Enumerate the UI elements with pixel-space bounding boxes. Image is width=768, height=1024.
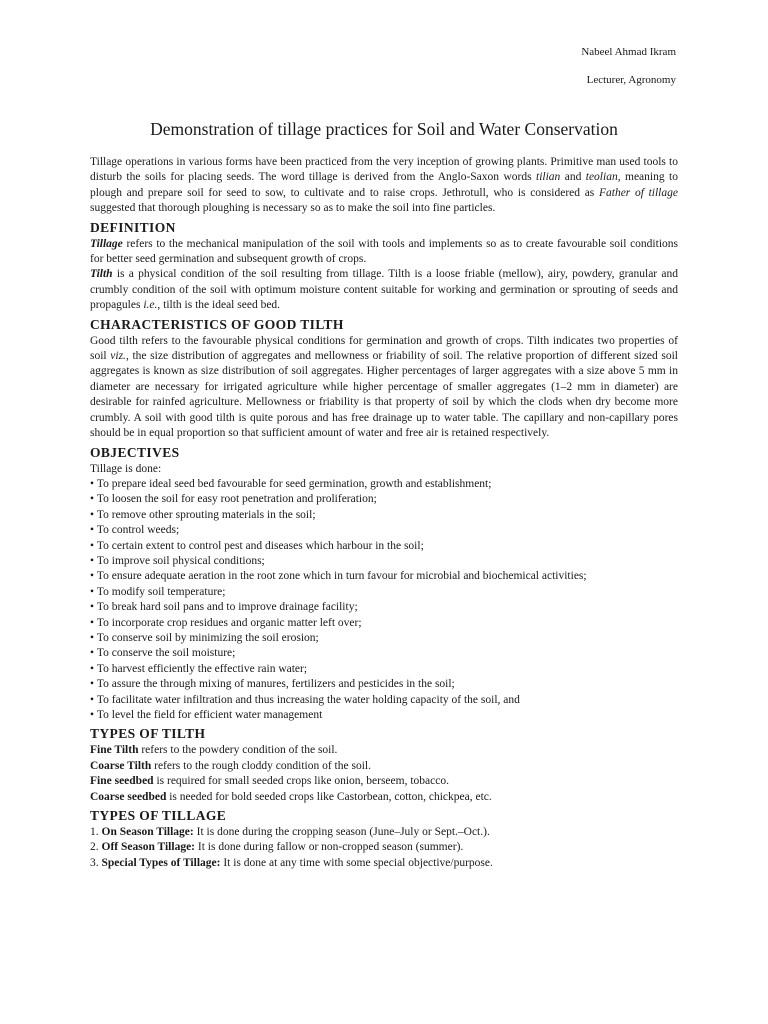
- tilth-type-item: Coarse seedbed is needed for bold seeded crops like Castorbean, cotton, chickpea, etc.: [90, 790, 492, 803]
- list-item: • To conserve the soil moisture;: [90, 646, 678, 661]
- list-item: • To loosen the soil for easy root penetration and proliferation;: [90, 492, 678, 507]
- tilth-type-item: Fine seedbed is required for small seeded crops like onion, berseem, tobacco.: [90, 775, 449, 788]
- list-item: • To facilitate water infiltration and thus increasing the water holding capacity of the soil, and: [90, 693, 678, 708]
- list-item: • To control weeds;: [90, 523, 678, 538]
- list-item: • To level the field for efficient water management: [90, 708, 678, 723]
- document-title: Demonstration of tillage practices for Soil and Water Conservation: [150, 119, 618, 139]
- list-item: • To remove other sprouting materials in the soil;: [90, 508, 678, 523]
- list-item: • To certain extent to control pest and diseases which harbour in the soil;: [90, 539, 678, 554]
- types-of-tilth-heading: TYPES OF TILTH: [90, 726, 206, 742]
- list-item: • To modify soil temperature;: [90, 585, 678, 600]
- intro-paragraph: Tillage operations in various forms have been practiced from the very inception of growing plants. Primitive man used tools to disturb the soils for placing seeds. The word tillage is derived from the Anglo-Saxon words tilian and teolian, meaning to plough and prepare soil for seed to sow, to cultivate and to raise crops. Jethrotull, who is considered as Father of tillage suggested that thorough ploughing is necessary so as to make the soil into fine particles.: [90, 156, 678, 215]
- objectives-list: [90, 477, 678, 724]
- list-item: • To prepare ideal seed bed favourable for seed germination, growth and establishment;: [90, 477, 678, 492]
- list-item: 3. Special Types of Tillage: It is done at any time with some special objective/purpose.: [90, 856, 493, 869]
- tillage-types-list: [90, 825, 678, 871]
- list-item: 2. Off Season Tillage: It is done during fallow or non-cropped season (summer).: [90, 841, 464, 854]
- objectives-heading: OBJECTIVES: [90, 444, 180, 460]
- characteristics-heading: CHARACTERISTICS OF GOOD TILTH: [90, 316, 344, 332]
- list-item: • To improve soil physical conditions;: [90, 554, 678, 569]
- list-item: • To conserve soil by minimizing the soil erosion;: [90, 631, 678, 646]
- list-item: • To break hard soil pans and to improve drainage facility;: [90, 600, 678, 615]
- author-name: Nabeel Ahmad Ikram: [581, 46, 676, 58]
- tilth-type-item: Fine Tilth refers to the powdery condition of the soil.: [90, 744, 338, 757]
- author-position: Lecturer, Agronomy: [586, 74, 676, 86]
- objectives-intro: Tillage is done:: [90, 462, 162, 475]
- tilth-type-item: Coarse Tilth refers to the rough cloddy condition of the soil.: [90, 759, 371, 772]
- list-item: • To incorporate crop residues and organic matter left over;: [90, 616, 678, 631]
- tilth-definition: Tilth is a physical condition of the soil resulting from tillage. Tilth is a loose friable (mellow), airy, powdery, granular and crumbly condition of the soil with optimum moisture content suitable for working and germination or sprouting of seeds and propagules i.e., tilth is the ideal seed bed.: [90, 268, 678, 312]
- tillage-definition: Tillage refers to the mechanical manipulation of the soil with tools and implements so as to create favourable soil conditions for better seed germination and subsequent growth of crops.: [90, 237, 678, 266]
- list-item: • To harvest efficiently the effective rain water;: [90, 662, 678, 677]
- list-item: 1. On Season Tillage: It is done during the cropping season (June–July or Sept.–Oct.).: [90, 826, 490, 839]
- document-body: [90, 155, 678, 871]
- definition-heading: DEFINITION: [90, 219, 176, 235]
- characteristics-paragraph: Good tilth refers to the favourable physical conditions for germination and growth of crops. Tilth indicates two properties of soil viz., the size distribution of aggregates and mellowness or friability of soil. The relative proportion of different sized soil aggregates is known as size distribution of soil aggregates. Higher percentages of larger aggregates with a size above 5 mm in diameter are necessary for irrigated agriculture while higher percentage of smaller aggregates (1–2 mm in diameter) are desirable for rainfed agriculture. Mellowness or friability is that property of soil by which the clods when dry become more crumbly. A soil with good tilth is quite porous and has free drainage up to water table. The capillary and non-capillary pores should be in equal proportion so that sufficient amount of water and free air is retained respectively.: [90, 334, 678, 440]
- list-item: • To assure the through mixing of manures, fertilizers and pesticides in the soil;: [90, 677, 678, 692]
- list-item: • To ensure adequate aeration in the root zone which in turn favour for microbial and biochemical activities;: [90, 569, 678, 584]
- types-of-tillage-heading: TYPES OF TILLAGE: [90, 808, 227, 824]
